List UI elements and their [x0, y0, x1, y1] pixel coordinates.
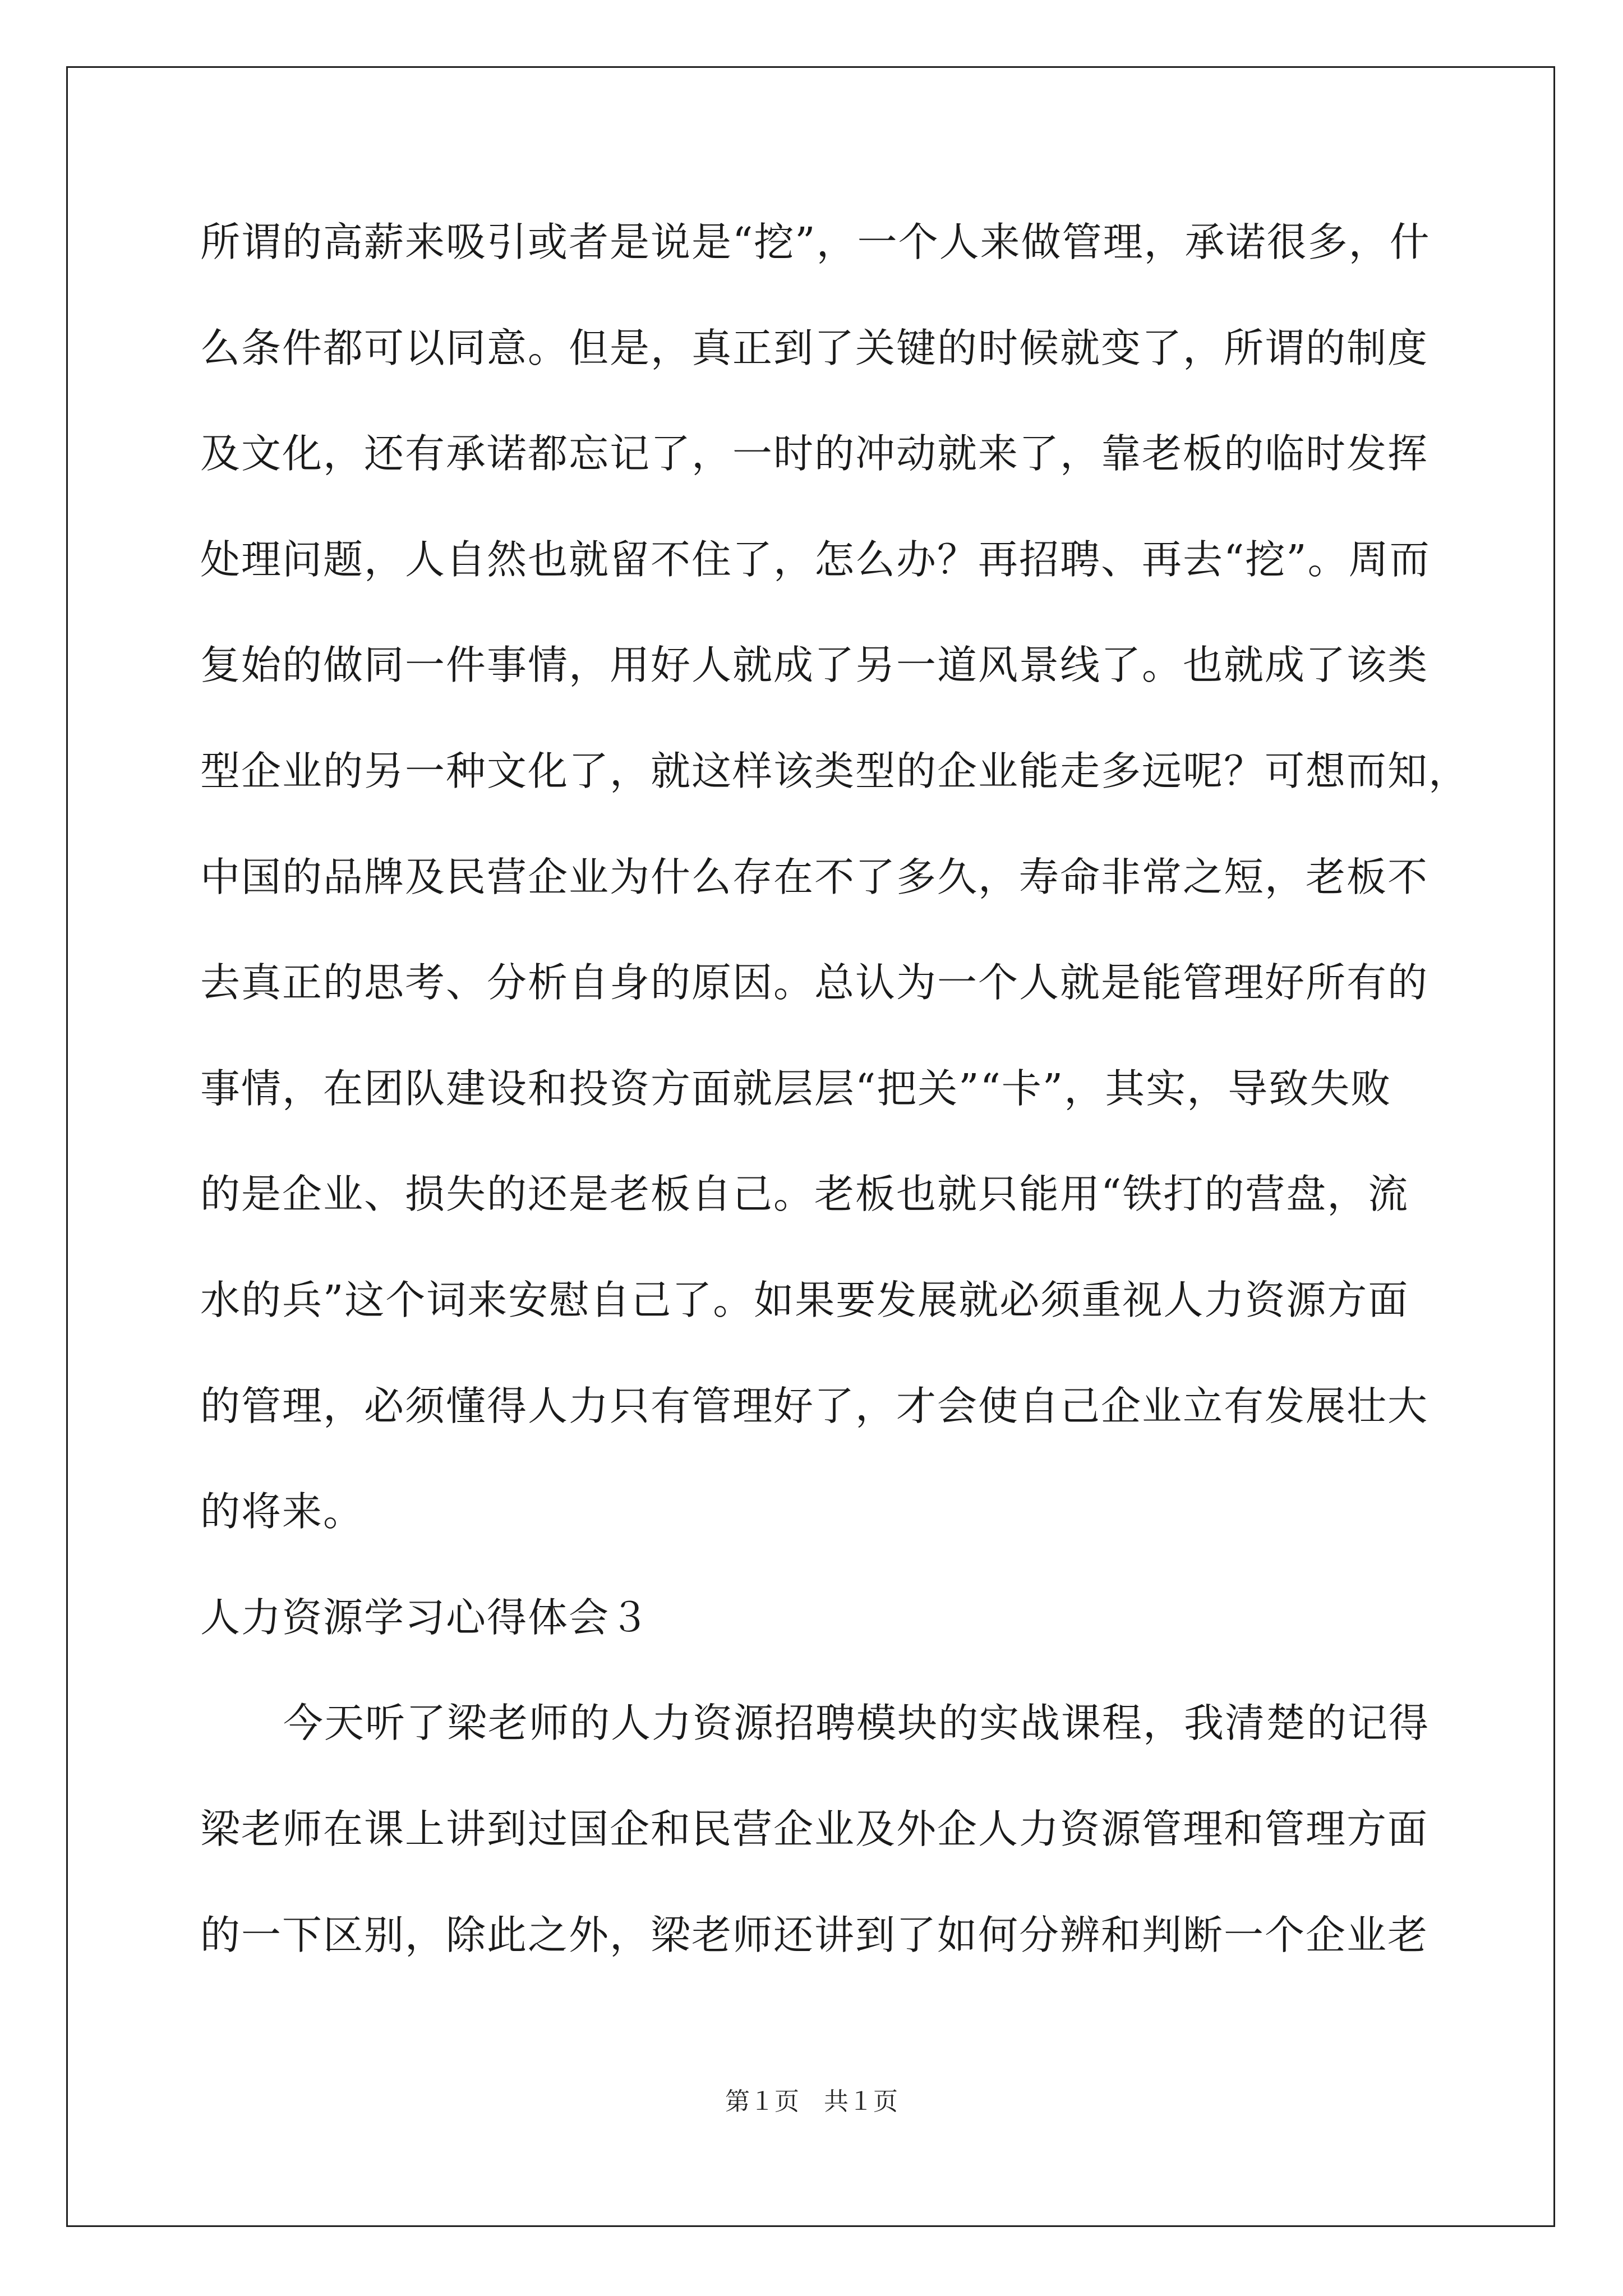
- document-body: [200, 216, 1470, 2014]
- text-line: 水的兵”这个词来安慰自己了。如果要发展就必须重视人力资源方面: [200, 1276, 1409, 1323]
- text-line: 梁老师在课上讲到过国企和民营企业及外企人力资源管理和管理方面: [200, 1805, 1429, 1852]
- text-line: 么条件都可以同意。但是，真正到了关键的时候就变了，所谓的制度: [200, 324, 1429, 371]
- text-line: 型企业的另一种文化了，就这样该类型的企业能走多远呢？可想而知，: [200, 747, 1470, 794]
- text-line: 中国的品牌及民营企业为什么存在不了多久，寿命非常之短，老板不: [200, 853, 1429, 900]
- text-line: 处理问题，人自然也就留不住了，怎么办？再招聘、再去“挖”。周而: [200, 536, 1431, 583]
- page-footer: 第１页 共１页: [725, 2087, 898, 2116]
- text-line: 去真正的思考、分析自身的原因。总认为一个人就是能管理好所有的: [200, 959, 1429, 1006]
- text-line: 所谓的高薪来吸引或者是说是“挖”，一个人来做管理，承诺很多，什: [200, 219, 1431, 265]
- text-line: 复始的做同一件事情，用好人就成了另一道风景线了。也就成了该类: [200, 642, 1429, 689]
- text-line: 及文化，还有承诺都忘记了，一时的冲动就来了，靠老板的临时发挥: [200, 430, 1429, 477]
- text-line: 今天听了梁老师的人力资源招聘模块的实战课程，我清楚的记得: [283, 1700, 1430, 1747]
- text-line: 的一下区别，除此之外，梁老师还讲到了如何分辨和判断一个企业老: [200, 1911, 1429, 1958]
- text-line: 的是企业、损失的还是老板自己。老板也就只能用“铁打的营盘，流: [200, 1171, 1409, 1218]
- text-line: 的管理，必须懂得人力只有管理好了，才会使自己企业立有发展壮大: [200, 1382, 1429, 1429]
- text-line: 的将来。: [200, 1488, 365, 1535]
- section-title: 人力资源学习心得体会３: [200, 1594, 651, 1641]
- text-line: 事情，在团队建设和投资方面就层层“把关”“卡”，其实，导致失败: [200, 1065, 1392, 1112]
